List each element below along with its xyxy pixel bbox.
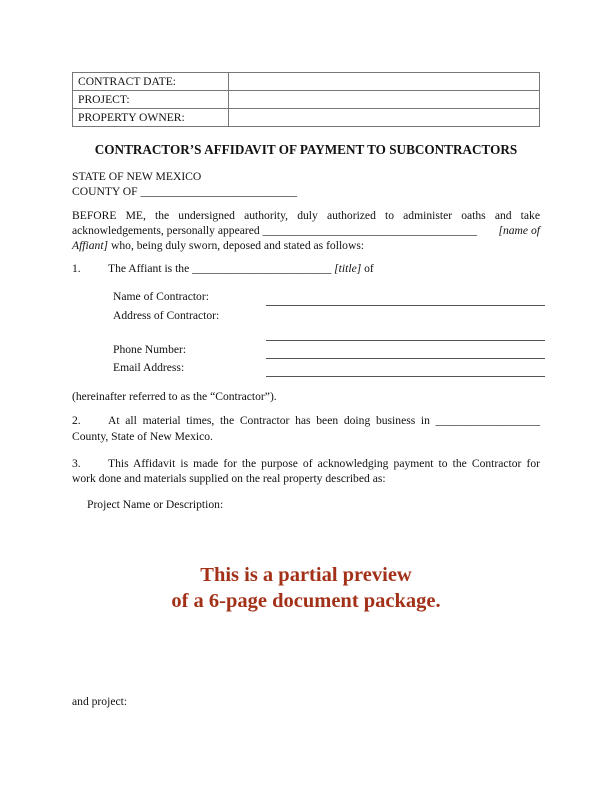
address-of-contractor-field[interactable]: [266, 340, 545, 341]
item-3-number: 3.: [72, 457, 81, 470]
and-project-text: and project:: [72, 695, 128, 708]
name-of-contractor-field[interactable]: [266, 305, 545, 306]
header-table: [72, 72, 540, 127]
item-1-tail: of: [361, 262, 374, 275]
document-title: CONTRACTOR’S AFFIDAVIT OF PAYMENT TO SUBCONTRACTORS: [94, 142, 518, 157]
before-me-line-2: [72, 224, 540, 238]
email-address-field[interactable]: [266, 376, 545, 377]
project-name-label: Project Name or Description:: [87, 498, 224, 511]
address-of-contractor-label: Address of Contractor:: [113, 309, 220, 322]
item-2-line-2: County, State of New Mexico.: [72, 430, 213, 443]
item-1-body: The Affiant is the ________________________: [108, 262, 335, 275]
before-me-tail: who, being duly sworn, deposed and stated as follows:: [108, 239, 365, 252]
affiant-hint: Affiant]: [72, 239, 109, 252]
before-me-line-1: BEFORE ME, the undersigned authority, duly authorized to administer oaths and take: [72, 209, 540, 222]
property-owner-value: [229, 109, 540, 127]
email-address-label: Email Address:: [113, 361, 185, 374]
project-name-label-row: [87, 498, 223, 512]
item-1-number: 1.: [72, 262, 81, 275]
name-of-hint: [name of: [498, 224, 540, 237]
item-3-line-1: This Affidavit is made for the purpose of acknowledging payment to the Contractor for: [108, 457, 540, 470]
item-2-number: 2.: [72, 414, 81, 427]
county-line: COUNTY OF ___________________________: [72, 185, 298, 198]
phone-number-field[interactable]: [266, 358, 545, 359]
title-hint: [title]: [334, 262, 362, 275]
phone-number-label: Phone Number:: [113, 343, 187, 356]
before-me-text: acknowledgements, personally appeared _____________________________________: [72, 224, 478, 237]
preview-notice-line-1: This is a partial preview: [200, 564, 412, 586]
item-3-line-2: work done and materials supplied on the real property described as:: [72, 472, 386, 485]
table-row: [73, 91, 540, 109]
contract-date-value: [229, 73, 540, 91]
contract-date-label: CONTRACT DATE:: [73, 73, 229, 91]
before-me-line-3: [72, 239, 364, 253]
item-2-line-1: At all material times, the Contractor has been doing business in __________________: [108, 414, 540, 427]
name-of-contractor-label: Name of Contractor:: [113, 290, 209, 303]
table-row: [73, 109, 540, 127]
item-1-text: [108, 262, 374, 276]
state-line: STATE OF NEW MEXICO: [72, 170, 202, 183]
preview-notice-line-2: of a 6-page document package.: [171, 590, 441, 612]
table-row: [73, 73, 540, 91]
property-owner-label: PROPERTY OWNER:: [73, 109, 229, 127]
hereinafter-text: (hereinafter referred to as the “Contractor”).: [72, 390, 277, 403]
project-value: [229, 91, 540, 109]
project-label: PROJECT:: [73, 91, 229, 109]
